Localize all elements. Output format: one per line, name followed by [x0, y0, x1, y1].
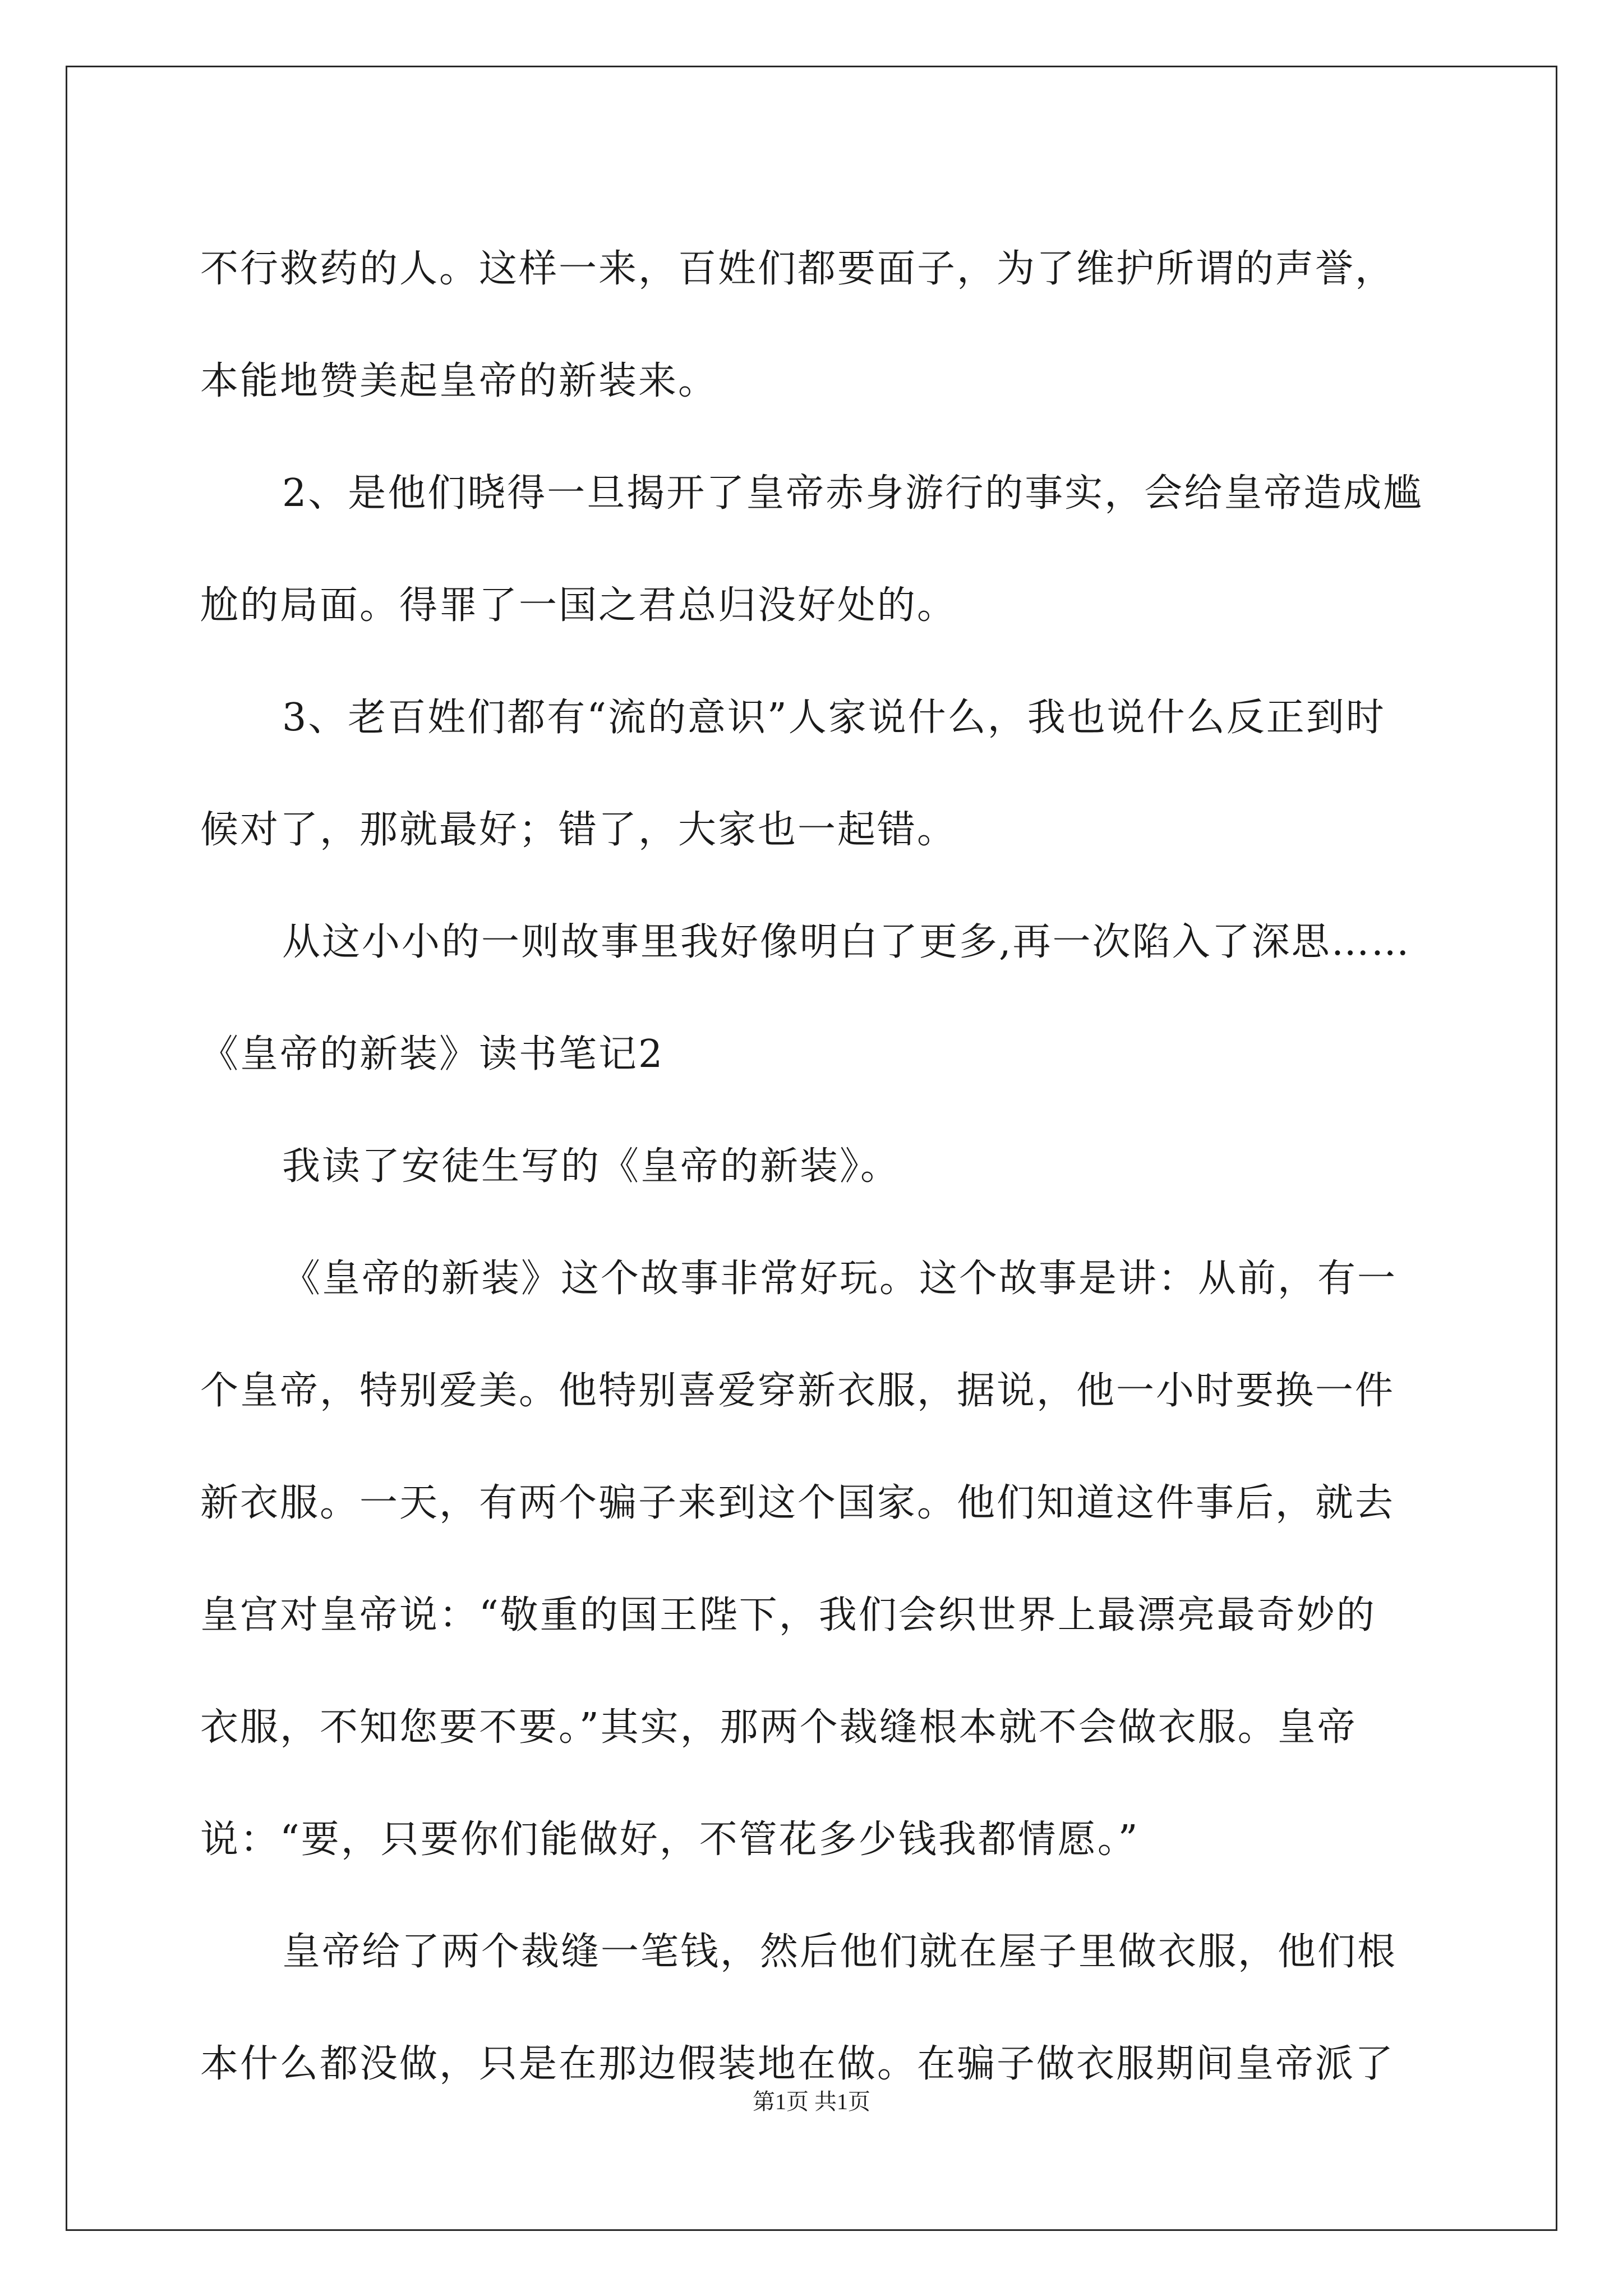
text-line: 3、老百姓们都有“流的意识”人家说什么，我也说什么反正到时 [282, 696, 1386, 740]
text-line: 从这小小的一则故事里我好像明白了更多,再一次陷入了深思…… [282, 920, 1411, 964]
text-line: 《皇帝的新装》这个故事非常好玩。这个故事是讲：从前，有一 [282, 1257, 1398, 1301]
section-heading: 《皇帝的新装》读书笔记2 [200, 1032, 665, 1076]
text-line: 说：“要，只要你们能做好，不管花多少钱我都情愿。” [200, 1818, 1140, 1862]
page-number-footer: 第1页 共1页 [753, 2089, 870, 2114]
text-line: 尬的局面。得罪了一国之君总归没好处的。 [200, 583, 957, 628]
text-line: 皇宫对皇帝说：“敬重的国王陛下，我们会织世界上最漂亮最奇妙的 [200, 1593, 1376, 1637]
text-line: 皇帝给了两个裁缝一笔钱，然后他们就在屋子里做衣服，他们根 [282, 1930, 1398, 1974]
text-line: 新衣服。一天，有两个骗子来到这个国家。他们知道这件事后，就去 [200, 1481, 1395, 1525]
text-line: 个皇帝，特别爱美。他特别喜爱穿新衣服，据说，他一小时要换一件 [200, 1369, 1395, 1413]
text-line: 2、是他们晓得一旦揭开了皇帝赤身游行的事实，会给皇帝造成尴 [282, 471, 1423, 516]
text-line: 不行救药的人。这样一来，百姓们都要面子，为了维护所谓的声誉， [200, 247, 1395, 291]
text-line: 本什么都没做，只是在那边假装地在做。在骗子做衣服期间皇帝派了 [200, 2042, 1395, 2086]
document-body [200, 213, 1434, 2120]
text-line: 衣服，不知您要不要。”其实，那两个裁缝根本就不会做衣服。皇帝 [200, 1705, 1357, 1750]
text-line: 本能地赞美起皇帝的新装来。 [200, 359, 718, 403]
text-line: 我读了安徒生写的《皇帝的新装》。 [282, 1144, 901, 1189]
text-line: 候对了，那就最好；错了，大家也一起错。 [200, 808, 957, 852]
